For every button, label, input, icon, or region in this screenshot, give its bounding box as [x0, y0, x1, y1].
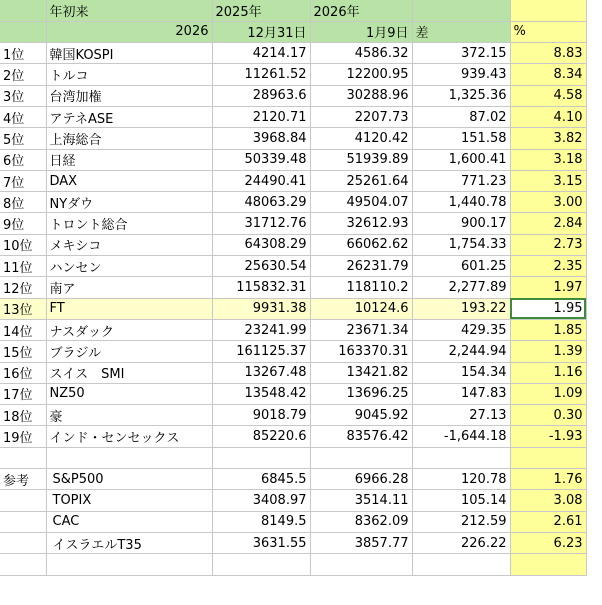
table-row	[0, 43, 586, 64]
pct-cell[interactable]	[510, 554, 586, 575]
table-row	[0, 192, 586, 213]
index-name-cell[interactable]: イスラエルT35	[46, 532, 212, 553]
pct-cell[interactable]: 2.61	[510, 511, 586, 532]
table-row	[0, 405, 586, 426]
value-2025-cell[interactable]: 9931.38	[212, 298, 310, 319]
diff-cell[interactable]	[412, 447, 510, 468]
index-name-cell[interactable]: アテネASE	[46, 106, 212, 127]
index-name-cell[interactable]: FT	[46, 298, 212, 319]
value-2025-cell[interactable]: 9018.79	[212, 405, 310, 426]
value-2025-cell[interactable]: 8149.5	[212, 511, 310, 532]
index-name-cell[interactable]: TOPIX	[46, 490, 212, 511]
table-row	[0, 128, 586, 149]
diff-cell[interactable]: 147.83	[412, 383, 510, 404]
diff-cell[interactable]: 1,325.36	[412, 85, 510, 106]
pct-cell[interactable]: 1.16	[510, 362, 586, 383]
diff-cell[interactable]: 900.17	[412, 213, 510, 234]
rank-cell[interactable]	[0, 554, 46, 575]
pct-cell[interactable]: 3.00	[510, 192, 586, 213]
pct-cell[interactable]: 8.34	[510, 64, 586, 85]
rank-cell[interactable]: 6位	[0, 149, 46, 170]
rank-cell[interactable]: 9位	[0, 213, 46, 234]
table-row	[0, 362, 586, 383]
index-name-cell[interactable]: 台湾加権	[46, 85, 212, 106]
value-2025-cell[interactable]: 3631.55	[212, 532, 310, 553]
pct-cell[interactable]: 1.09	[510, 383, 586, 404]
value-2025-cell[interactable]: 24490.41	[212, 170, 310, 191]
value-2026-cell[interactable]: 4586.32	[310, 43, 412, 64]
table-row	[0, 319, 586, 340]
row1-cell-3[interactable]: 2026年	[310, 0, 412, 21]
index-name-cell[interactable]	[46, 554, 212, 575]
value-2026-cell[interactable]: 4120.42	[310, 128, 412, 149]
pct-cell[interactable]	[510, 447, 586, 468]
index-name-cell[interactable]: 南ア	[46, 277, 212, 298]
table-row	[0, 469, 586, 490]
diff-cell[interactable]: 429.35	[412, 319, 510, 340]
diff-cell[interactable]: 1,600.41	[412, 149, 510, 170]
pct-cell[interactable]: 3.82	[510, 128, 586, 149]
table-row	[0, 383, 586, 404]
pct-cell[interactable]: 2.73	[510, 234, 586, 255]
value-2026-cell[interactable]: 51939.89	[310, 149, 412, 170]
row2	[0, 21, 586, 42]
row2-cell-3[interactable]: 1月9日	[310, 21, 412, 42]
value-2025-cell[interactable]: 3408.97	[212, 490, 310, 511]
rank-cell[interactable]: 19位	[0, 426, 46, 447]
pct-cell[interactable]: 4.10	[510, 106, 586, 127]
value-2026-cell[interactable]: 25261.64	[310, 170, 412, 191]
value-2025-cell[interactable]: 50339.48	[212, 149, 310, 170]
row2-cell-1[interactable]: 2026	[46, 21, 212, 42]
diff-cell[interactable]: 1,440.78	[412, 192, 510, 213]
diff-cell[interactable]: 226.22	[412, 532, 510, 553]
diff-cell[interactable]: 212.59	[412, 511, 510, 532]
diff-cell[interactable]: 771.23	[412, 170, 510, 191]
value-2026-cell[interactable]	[310, 554, 412, 575]
diff-cell[interactable]: 151.58	[412, 128, 510, 149]
table-row	[0, 234, 586, 255]
index-name-cell[interactable]: メキシコ	[46, 234, 212, 255]
table-row	[0, 106, 586, 127]
value-2025-cell[interactable]: 6845.5	[212, 469, 310, 490]
index-name-cell[interactable]: 韓国KOSPI	[46, 43, 212, 64]
index-name-cell[interactable]: トルコ	[46, 64, 212, 85]
pct-cell[interactable]: -1.93	[510, 426, 586, 447]
table-row	[0, 490, 586, 511]
diff-cell[interactable]: 939.43	[412, 64, 510, 85]
table-row	[0, 532, 586, 553]
value-2026-cell[interactable]: 3514.11	[310, 490, 412, 511]
value-2026-cell[interactable]: 49504.07	[310, 192, 412, 213]
value-2025-cell[interactable]: 13548.42	[212, 383, 310, 404]
table-row	[0, 298, 586, 319]
table-row	[0, 447, 586, 468]
pct-cell[interactable]: 1.95	[510, 298, 586, 319]
index-name-cell[interactable]	[46, 447, 212, 468]
rank-cell[interactable]	[0, 490, 46, 511]
index-name-cell[interactable]: S&P500	[46, 469, 212, 490]
value-2026-cell[interactable]: 83576.42	[310, 426, 412, 447]
value-2025-cell[interactable]: 48063.29	[212, 192, 310, 213]
rank-cell[interactable]: 3位	[0, 85, 46, 106]
value-2026-cell[interactable]: 2207.73	[310, 106, 412, 127]
rank-cell[interactable]	[0, 447, 46, 468]
rank-cell[interactable]	[0, 511, 46, 532]
table-row	[0, 149, 586, 170]
diff-cell[interactable]: 372.15	[412, 43, 510, 64]
index-name-cell[interactable]: インド・センセックス	[46, 426, 212, 447]
rank-cell[interactable]: 16位	[0, 362, 46, 383]
pct-cell[interactable]: 1.97	[510, 277, 586, 298]
value-2026-cell[interactable]: 118110.2	[310, 277, 412, 298]
rank-cell[interactable]: 4位	[0, 106, 46, 127]
value-2025-cell[interactable]: 25630.54	[212, 256, 310, 277]
index-name-cell[interactable]: 日経	[46, 149, 212, 170]
value-2025-cell[interactable]: 2120.71	[212, 106, 310, 127]
table-row	[0, 554, 586, 575]
index-name-cell[interactable]: スイス SMI	[46, 362, 212, 383]
rank-cell[interactable]: 2位	[0, 64, 46, 85]
row1-cell-5[interactable]	[510, 0, 586, 21]
value-2026-cell[interactable]: 23671.34	[310, 319, 412, 340]
rank-cell[interactable]: 12位	[0, 277, 46, 298]
table-row	[0, 85, 586, 106]
diff-cell[interactable]: 105.14	[412, 490, 510, 511]
value-2026-cell[interactable]: 3857.77	[310, 532, 412, 553]
rank-cell[interactable]: 15位	[0, 341, 46, 362]
row1	[0, 0, 586, 21]
index-name-cell[interactable]: ナスダック	[46, 319, 212, 340]
rank-cell[interactable]: 10位	[0, 234, 46, 255]
row1-cell-2[interactable]: 2025年	[212, 0, 310, 21]
index-name-cell[interactable]: DAX	[46, 170, 212, 191]
table-row	[0, 426, 586, 447]
value-2025-cell[interactable]: 115832.31	[212, 277, 310, 298]
index-name-cell[interactable]: トロント総合	[46, 213, 212, 234]
rank-cell[interactable]: 13位	[0, 298, 46, 319]
value-2026-cell[interactable]: 13421.82	[310, 362, 412, 383]
rank-cell[interactable]: 17位	[0, 383, 46, 404]
table-row	[0, 170, 586, 191]
value-2025-cell[interactable]: 64308.29	[212, 234, 310, 255]
diff-cell[interactable]: 601.25	[412, 256, 510, 277]
value-2026-cell[interactable]: 9045.92	[310, 405, 412, 426]
row2-cell-0[interactable]	[0, 21, 46, 42]
value-2025-cell[interactable]: 3968.84	[212, 128, 310, 149]
table-row	[0, 256, 586, 277]
pct-cell[interactable]: 3.18	[510, 149, 586, 170]
value-2026-cell[interactable]: 12200.95	[310, 64, 412, 85]
value-2026-cell[interactable]: 30288.96	[310, 85, 412, 106]
value-2025-cell[interactable]	[212, 447, 310, 468]
value-2026-cell[interactable]: 10124.6	[310, 298, 412, 319]
index-name-cell[interactable]: 豪	[46, 405, 212, 426]
index-name-cell[interactable]: 上海総合	[46, 128, 212, 149]
value-2026-cell[interactable]: 6966.28	[310, 469, 412, 490]
table-row	[0, 341, 586, 362]
index-name-cell[interactable]: NYダウ	[46, 192, 212, 213]
value-2025-cell[interactable]: 85220.6	[212, 426, 310, 447]
rank-cell[interactable]: 7位	[0, 170, 46, 191]
value-2025-cell[interactable]: 4214.17	[212, 43, 310, 64]
row1-cell-0[interactable]	[0, 0, 46, 21]
index-name-cell[interactable]: ハンセン	[46, 256, 212, 277]
row2-cell-5[interactable]: %	[510, 21, 586, 42]
value-2025-cell[interactable]	[212, 554, 310, 575]
value-2026-cell[interactable]: 26231.79	[310, 256, 412, 277]
pct-cell[interactable]: 1.76	[510, 469, 586, 490]
value-2026-cell[interactable]	[310, 447, 412, 468]
value-2025-cell[interactable]: 31712.76	[212, 213, 310, 234]
row1-cell-1[interactable]: 年初来	[46, 0, 212, 21]
rank-cell[interactable]: 1位	[0, 43, 46, 64]
diff-cell[interactable]: 2,277.89	[412, 277, 510, 298]
table-row	[0, 213, 586, 234]
value-2025-cell[interactable]: 28963.6	[212, 85, 310, 106]
table-row	[0, 277, 586, 298]
index-name-cell[interactable]: ブラジル	[46, 341, 212, 362]
value-2026-cell[interactable]: 8362.09	[310, 511, 412, 532]
pct-cell[interactable]: 1.85	[510, 319, 586, 340]
row2-cell-4[interactable]: 差	[412, 21, 510, 42]
rank-cell[interactable]: 参考	[0, 469, 46, 490]
pct-cell[interactable]: 8.83	[510, 43, 586, 64]
rank-cell[interactable]: 18位	[0, 405, 46, 426]
value-2026-cell[interactable]: 163370.31	[310, 341, 412, 362]
rank-cell[interactable]: 8位	[0, 192, 46, 213]
table-row	[0, 64, 586, 85]
rank-cell[interactable]	[0, 532, 46, 553]
pct-cell[interactable]: 6.23	[510, 532, 586, 553]
pct-cell[interactable]: 0.30	[510, 405, 586, 426]
rank-cell[interactable]: 14位	[0, 319, 46, 340]
row2-cell-2[interactable]: 12月31日	[212, 21, 310, 42]
diff-cell[interactable]: 2,244.94	[412, 341, 510, 362]
pct-cell[interactable]: 4.58	[510, 85, 586, 106]
pct-cell[interactable]: 3.15	[510, 170, 586, 191]
value-2026-cell[interactable]: 13696.25	[310, 383, 412, 404]
table-row	[0, 511, 586, 532]
value-2025-cell[interactable]: 161125.37	[212, 341, 310, 362]
index-name-cell[interactable]: NZ50	[46, 383, 212, 404]
value-2025-cell[interactable]: 23241.99	[212, 319, 310, 340]
diff-cell[interactable]: 1,754.33	[412, 234, 510, 255]
diff-cell[interactable]	[412, 554, 510, 575]
diff-cell[interactable]: 27.13	[412, 405, 510, 426]
pct-cell[interactable]: 3.08	[510, 490, 586, 511]
pct-cell[interactable]: 2.84	[510, 213, 586, 234]
diff-cell[interactable]: 120.78	[412, 469, 510, 490]
diff-cell[interactable]: 87.02	[412, 106, 510, 127]
rank-cell[interactable]: 5位	[0, 128, 46, 149]
pct-cell[interactable]: 2.35	[510, 256, 586, 277]
index-name-cell[interactable]: CAC	[46, 511, 212, 532]
row1-cell-4[interactable]	[412, 0, 510, 21]
diff-cell[interactable]: 193.22	[412, 298, 510, 319]
rank-cell[interactable]: 11位	[0, 256, 46, 277]
value-2025-cell[interactable]: 11261.52	[212, 64, 310, 85]
value-2025-cell[interactable]: 13267.48	[212, 362, 310, 383]
diff-cell[interactable]: -1,644.18	[412, 426, 510, 447]
value-2026-cell[interactable]: 66062.62	[310, 234, 412, 255]
pct-cell[interactable]: 1.39	[510, 341, 586, 362]
value-2026-cell[interactable]: 32612.93	[310, 213, 412, 234]
diff-cell[interactable]: 154.34	[412, 362, 510, 383]
